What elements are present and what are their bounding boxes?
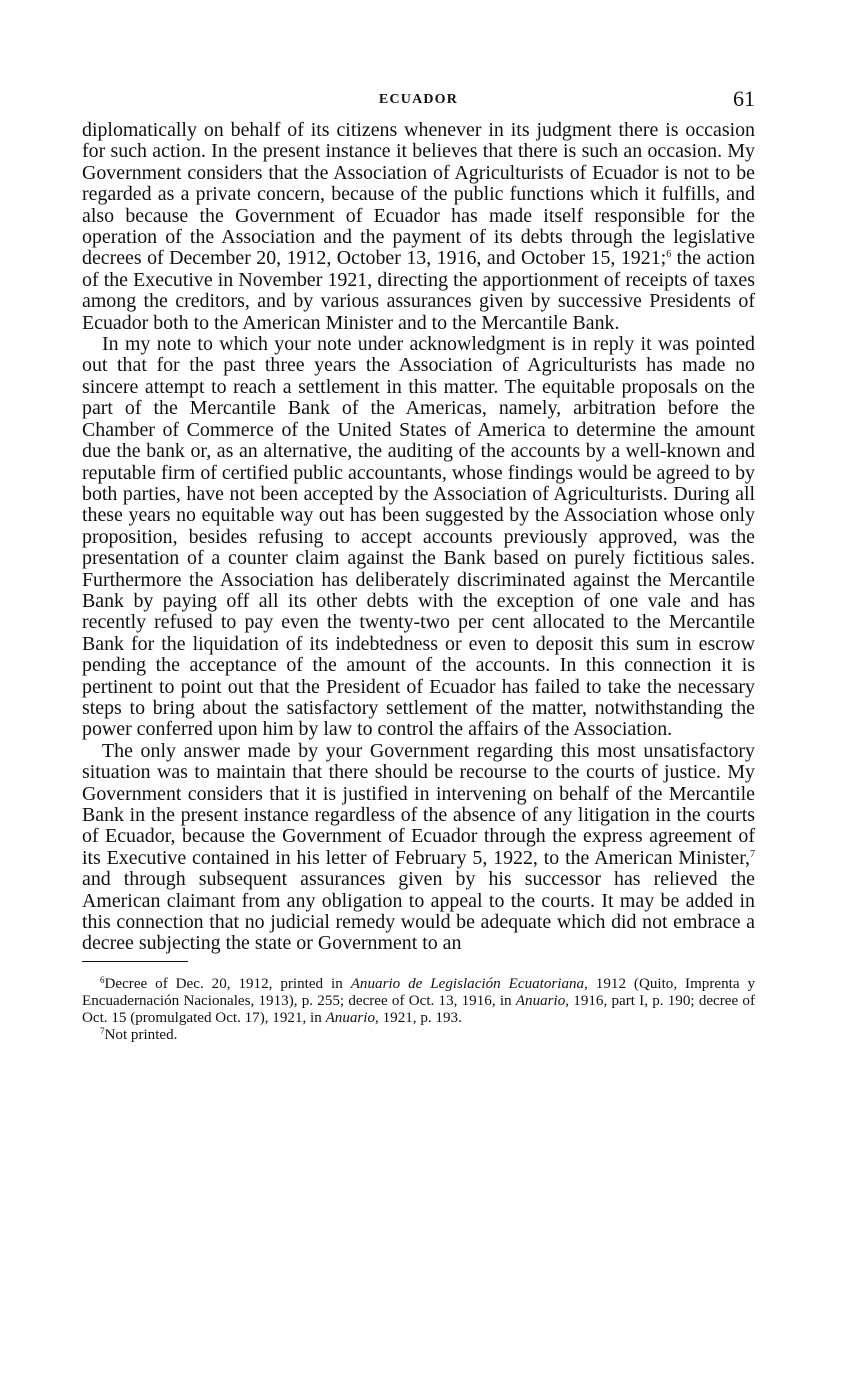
footnote-6-italic-2: Anuario (515, 992, 566, 1009)
paragraph-3-text-b: and through subsequent assurances given by his successor has relieved the American claimant from any obligation to appeal to the courts. It may be added in this connection that no judicial remedy would be adequate which did not embrace a decree subjecting the state or Government to an (82, 868, 755, 955)
footnote-6-italic-3: Anuario (325, 1009, 376, 1026)
document-page (82, 86, 755, 1044)
footnote-6-mark: 6 (100, 974, 105, 985)
footnote-6-text-2: , 1912 (Quito, Imprenta y Encuadernación Nacionales, 1913), p. 255; decree of Oct. 13, 1916, in (82, 975, 755, 1009)
footnote-divider (82, 961, 188, 962)
paragraph-1 (82, 120, 755, 334)
footnote-ref-6: 6 (666, 249, 672, 261)
paragraph-3 (82, 741, 755, 955)
footnote-7-text: Not printed. (104, 1026, 178, 1043)
running-title: ECUADOR (378, 92, 459, 107)
body-text (82, 120, 755, 955)
footnote-6-text-3: , 1916, part I, p. 190; decree of Oct. 15 (promulgated Oct. 17), 1921, in (82, 992, 755, 1026)
footnote-7-mark: 7 (100, 1025, 105, 1036)
footnote-ref-7: 7 (750, 848, 755, 860)
footnote-6-text-4: , 1921, p. 193. (375, 1009, 462, 1026)
footnote-7 (82, 1027, 755, 1044)
page-number: 61 (733, 86, 755, 111)
paragraph-3-text-a: The only answer made by your Government regarding this most unsatisfactory situation was to maintain that there should be recourse to the courts of justice. My Government considers that it is justified in intervening on behalf of the Mercantile Bank in the present instance regardless of the absence of any litigation in the courts of Ecuador, because the Government of Ecuador through the express agreement of its Executive contained in his letter of February 5, 1922, to the American Minister, (82, 739, 755, 869)
paragraph-2: In my note to which your note under acknowledgment is in reply it was pointed out that for the past three years the Association of Agriculturists has made no sincere attempt to reach a settlement in this matter. The equitable proposals on the part of the Mercantile Bank of the Americas, namely, arbitration before the Chamber of Commerce of the United States of America to determine the amount due the bank or, as an alternative, the auditing of the accounts by a well-known and reputable firm of certified public accountants, whose findings would be agreed to by both parties, have not been accepted by the Association of Agriculturists. During all these years no equitable way out has been suggested by the Association whose only proposition, besides refusing to accept accounts previously approved, was the presentation of a counter claim against the Bank based on purely fictitious sales. Furthermore the Association has deliberately discriminated against the Mercantile Bank by paying off all its other debts with the exception of one vale and has recently refused to pay even the twenty-two per cent allocated to the Mercantile Bank for the liquidation of its indebtedness or even to deposit this sum in escrow pending the acceptance of the amount of the accounts. In this connection it is pertinent to point out that the President of Ecuador has failed to take the necessary steps to bring about the satisfactory settlement of the matter, notwithstanding the power conferred upon him by law to control the affairs of the Association. (82, 333, 755, 741)
footnotes (82, 976, 755, 1044)
footnote-6-text-1: Decree of Dec. 20, 1912, printed in (104, 975, 351, 992)
footnote-6 (82, 976, 755, 1027)
paragraph-1-text-b: the action of the Executive in November 1921, directing the apportionment of receipts of taxes among the creditors, and by various assurances given by successive Presidents of Ecuador both to the American Minister and to the Mercantile Bank. (82, 247, 755, 334)
footnote-6-italic-1: Anuario de Legislación Ecuatoriana (350, 975, 585, 992)
running-header (82, 86, 755, 120)
paragraph-1-text-a: diplomatically on behalf of its citizens whenever in its judgment there is occasion for such action. In the present instance it believes that there is such an occasion. My Government considers that the Association of Agriculturists of Ecuador is not to be regarded as a private concern, because of the public functions which it fulfills, and also because the Government of Ecuador has made itself responsible for the operation of the Association and the payment of its debts through the legislative decrees of December 20, 1912, October 13, 1916, and October 15, 1921; (82, 119, 755, 270)
